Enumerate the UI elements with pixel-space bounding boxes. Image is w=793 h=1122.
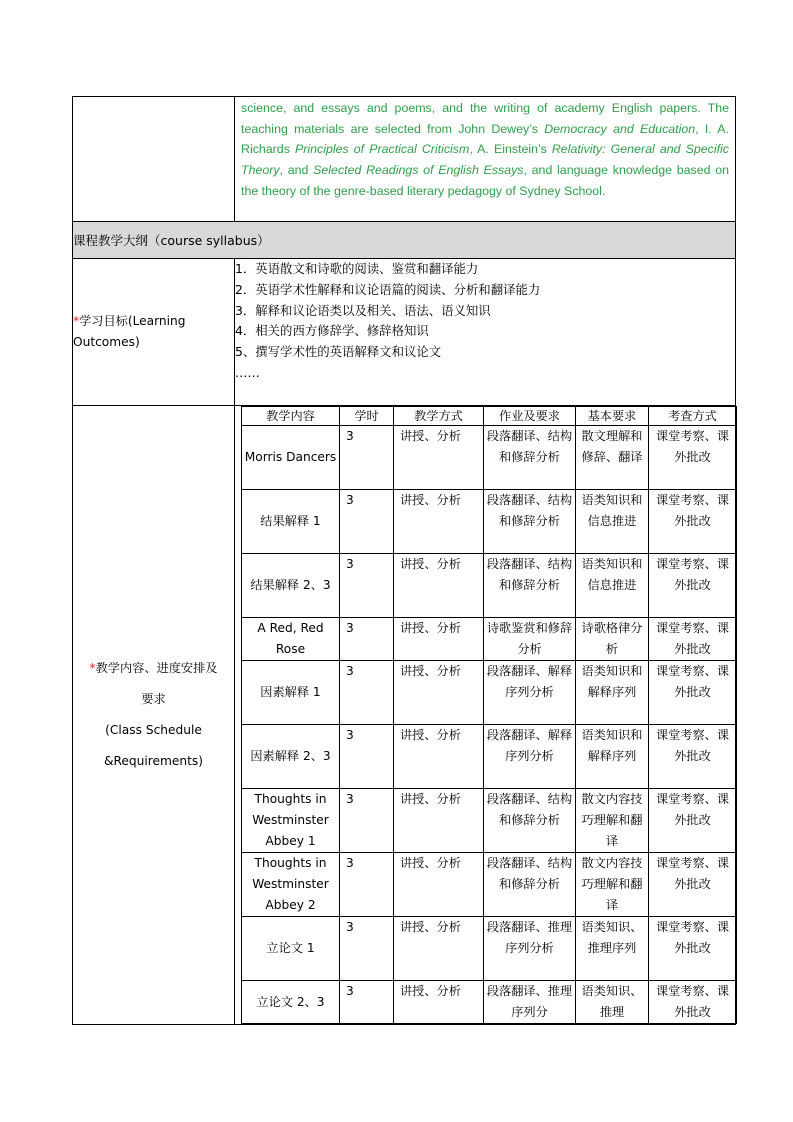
cell-content: 因素解释 2、3	[242, 725, 340, 789]
cell-basic: 语类知识、推理序列	[576, 917, 649, 981]
cell-content: Thoughts in Westminster Abbey 2	[242, 853, 340, 917]
header-content: 教学内容	[242, 407, 340, 426]
cell-hours: 3	[340, 618, 394, 661]
header-assessment: 考查方式	[649, 407, 737, 426]
cell-basic: 语类知识、推理	[576, 981, 649, 1024]
required-star: *	[73, 314, 80, 328]
cell-assessment: 课堂考察、课外批改	[649, 661, 737, 725]
cell-basic: 语类知识和解释序列	[576, 661, 649, 725]
cell-assessment: 课堂考察、课外批改	[649, 618, 737, 661]
cell-hours: 3	[340, 853, 394, 917]
cell-homework: 段落翻译、结构和修辞分析	[484, 426, 576, 490]
header-homework: 作业及要求	[484, 407, 576, 426]
book-title: Relativity: General and Specific Theory	[241, 142, 729, 178]
cell-hours: 3	[340, 554, 394, 618]
book-title: Democracy and Education	[544, 121, 696, 136]
table-row	[242, 554, 737, 618]
cell-assessment: 课堂考察、课外批改	[649, 917, 737, 981]
cell-content: A Red, Red Rose	[242, 618, 340, 661]
description-segment: , A. Einstein’s	[469, 142, 552, 157]
required-star: *	[89, 661, 96, 675]
table-row	[242, 661, 737, 725]
book-title: Principles of Practical Criticism	[294, 142, 470, 157]
cell-basic: 语类知识和信息推进	[576, 490, 649, 554]
table-row	[242, 917, 737, 981]
cell-homework: 段落翻译、结构和修辞分析	[484, 789, 576, 853]
cell-hours: 3	[340, 426, 394, 490]
cell-basic: 语类知识和信息推进	[576, 554, 649, 618]
cell-assessment: 课堂考察、课外批改	[649, 725, 737, 789]
header-hours: 学时	[340, 407, 394, 426]
book-title: Selected Readings of English Essays	[313, 163, 524, 178]
header-basic: 基本要求	[576, 407, 649, 426]
outcome-item: 2．英语学术性解释和议论语篇的阅读、分析和翻译能力	[235, 281, 541, 297]
description-segment: , and language knowledge based on the theory of the genre-based literary pedagogy of Sydney School.	[241, 163, 729, 198]
outcomes-list	[235, 259, 736, 406]
schedule-label-line: 教学内容、进度安排及	[95, 661, 218, 675]
cell-homework: 段落翻译、结构和修辞分析	[484, 853, 576, 917]
cell-hours: 3	[340, 917, 394, 981]
header-method: 教学方式	[394, 407, 484, 426]
syllabus-header-row	[73, 222, 736, 259]
cell-content: 立论文 1	[242, 917, 340, 981]
cell-assessment: 课堂考察、课外批改	[649, 789, 737, 853]
cell-method: 讲授、分析	[394, 490, 484, 554]
cell-method: 讲授、分析	[394, 618, 484, 661]
cell-assessment: 课堂考察、课外批改	[649, 426, 737, 490]
table-row	[242, 426, 737, 490]
outcomes-label	[73, 259, 235, 406]
table-row	[242, 490, 737, 554]
description-segment: , and	[279, 163, 314, 178]
cell-method: 讲授、分析	[394, 981, 484, 1024]
syllabus-header: 课程教学大纲（course syllabus）	[73, 222, 736, 259]
cell-assessment: 课堂考察、课外批改	[649, 853, 737, 917]
outcome-item: ……	[235, 364, 260, 380]
outcome-item: 1．英语散文和诗歌的阅读、鉴赏和翻译能力	[235, 261, 479, 276]
cell-assessment: 课堂考察、课外批改	[649, 981, 737, 1024]
description-segment: science, and essays and poems, and the writing of academy English papers. The teaching materials are selected from John Dewey’s	[241, 101, 729, 136]
schedule-cell	[235, 406, 736, 1025]
cell-basic: 散文理解和修辞、翻译	[576, 426, 649, 490]
cell-hours: 3	[340, 661, 394, 725]
outcome-item: 4．相关的西方修辞学、修辞格知识	[235, 323, 429, 339]
cell-method: 讲授、分析	[394, 853, 484, 917]
cell-hours: 3	[340, 981, 394, 1024]
cell-homework: 段落翻译、解释序列分析	[484, 725, 576, 789]
schedule-label-line: (Class Schedule	[105, 723, 202, 737]
cell-content: Morris Dancers	[242, 426, 340, 490]
course-table	[72, 96, 736, 1025]
cell-method: 讲授、分析	[394, 917, 484, 981]
cell-content: 因素解释 1	[242, 661, 340, 725]
cell-basic: 散文内容技巧理解和翻译	[576, 853, 649, 917]
cell-method: 讲授、分析	[394, 554, 484, 618]
cell-homework: 诗歌鉴赏和修辞分析	[484, 618, 576, 661]
cell-homework: 段落翻译、结构和修辞分析	[484, 490, 576, 554]
cell-method: 讲授、分析	[394, 661, 484, 725]
table-row	[242, 981, 737, 1024]
schedule-label-line: &Requirements)	[104, 754, 203, 768]
outcomes-label-text: 学习目标(Learning Outcomes)	[73, 314, 186, 349]
cell-homework: 段落翻译、推理序列分	[484, 981, 576, 1024]
cell-content: Thoughts in Westminster Abbey 1	[242, 789, 340, 853]
cell-method: 讲授、分析	[394, 725, 484, 789]
cell-assessment: 课堂考察、课外批改	[649, 490, 737, 554]
cell-homework: 段落翻译、结构和修辞分析	[484, 554, 576, 618]
outcome-item: 5、撰写学术性的英语解释文和议论文	[235, 344, 442, 360]
table-row	[242, 618, 737, 661]
cell-content: 立论文 2、3	[242, 981, 340, 1024]
outcomes-row	[73, 259, 736, 406]
cell-method: 讲授、分析	[394, 426, 484, 490]
cell-homework: 段落翻译、推理序列分析	[484, 917, 576, 981]
table-row	[242, 789, 737, 853]
cell-method: 讲授、分析	[394, 789, 484, 853]
table-row	[242, 725, 737, 789]
table-row	[242, 853, 737, 917]
schedule-table	[241, 406, 737, 1024]
schedule-header-row	[242, 407, 737, 426]
schedule-label	[73, 406, 235, 1025]
cell-hours: 3	[340, 490, 394, 554]
intro-row	[73, 97, 736, 222]
intro-label-cell	[73, 97, 235, 222]
description-segment: , I. A. Richards	[241, 121, 729, 157]
cell-basic: 散文内容技巧理解和翻译	[576, 789, 649, 853]
intro-cell	[235, 97, 736, 222]
cell-content: 结果解释 1	[242, 490, 340, 554]
cell-basic: 语类知识和解释序列	[576, 725, 649, 789]
course-description-text	[235, 97, 735, 202]
cell-homework: 段落翻译、解释序列分析	[484, 661, 576, 725]
schedule-label-line: 要求	[141, 692, 166, 706]
cell-content: 结果解释 2、3	[242, 554, 340, 618]
schedule-row	[73, 406, 736, 1025]
cell-hours: 3	[340, 725, 394, 789]
cell-hours: 3	[340, 789, 394, 853]
cell-basic: 诗歌格律分析	[576, 618, 649, 661]
cell-assessment: 课堂考察、课外批改	[649, 554, 737, 618]
outcome-item: 3．解释和议论语类以及相关、语法、语义知识	[235, 302, 491, 318]
